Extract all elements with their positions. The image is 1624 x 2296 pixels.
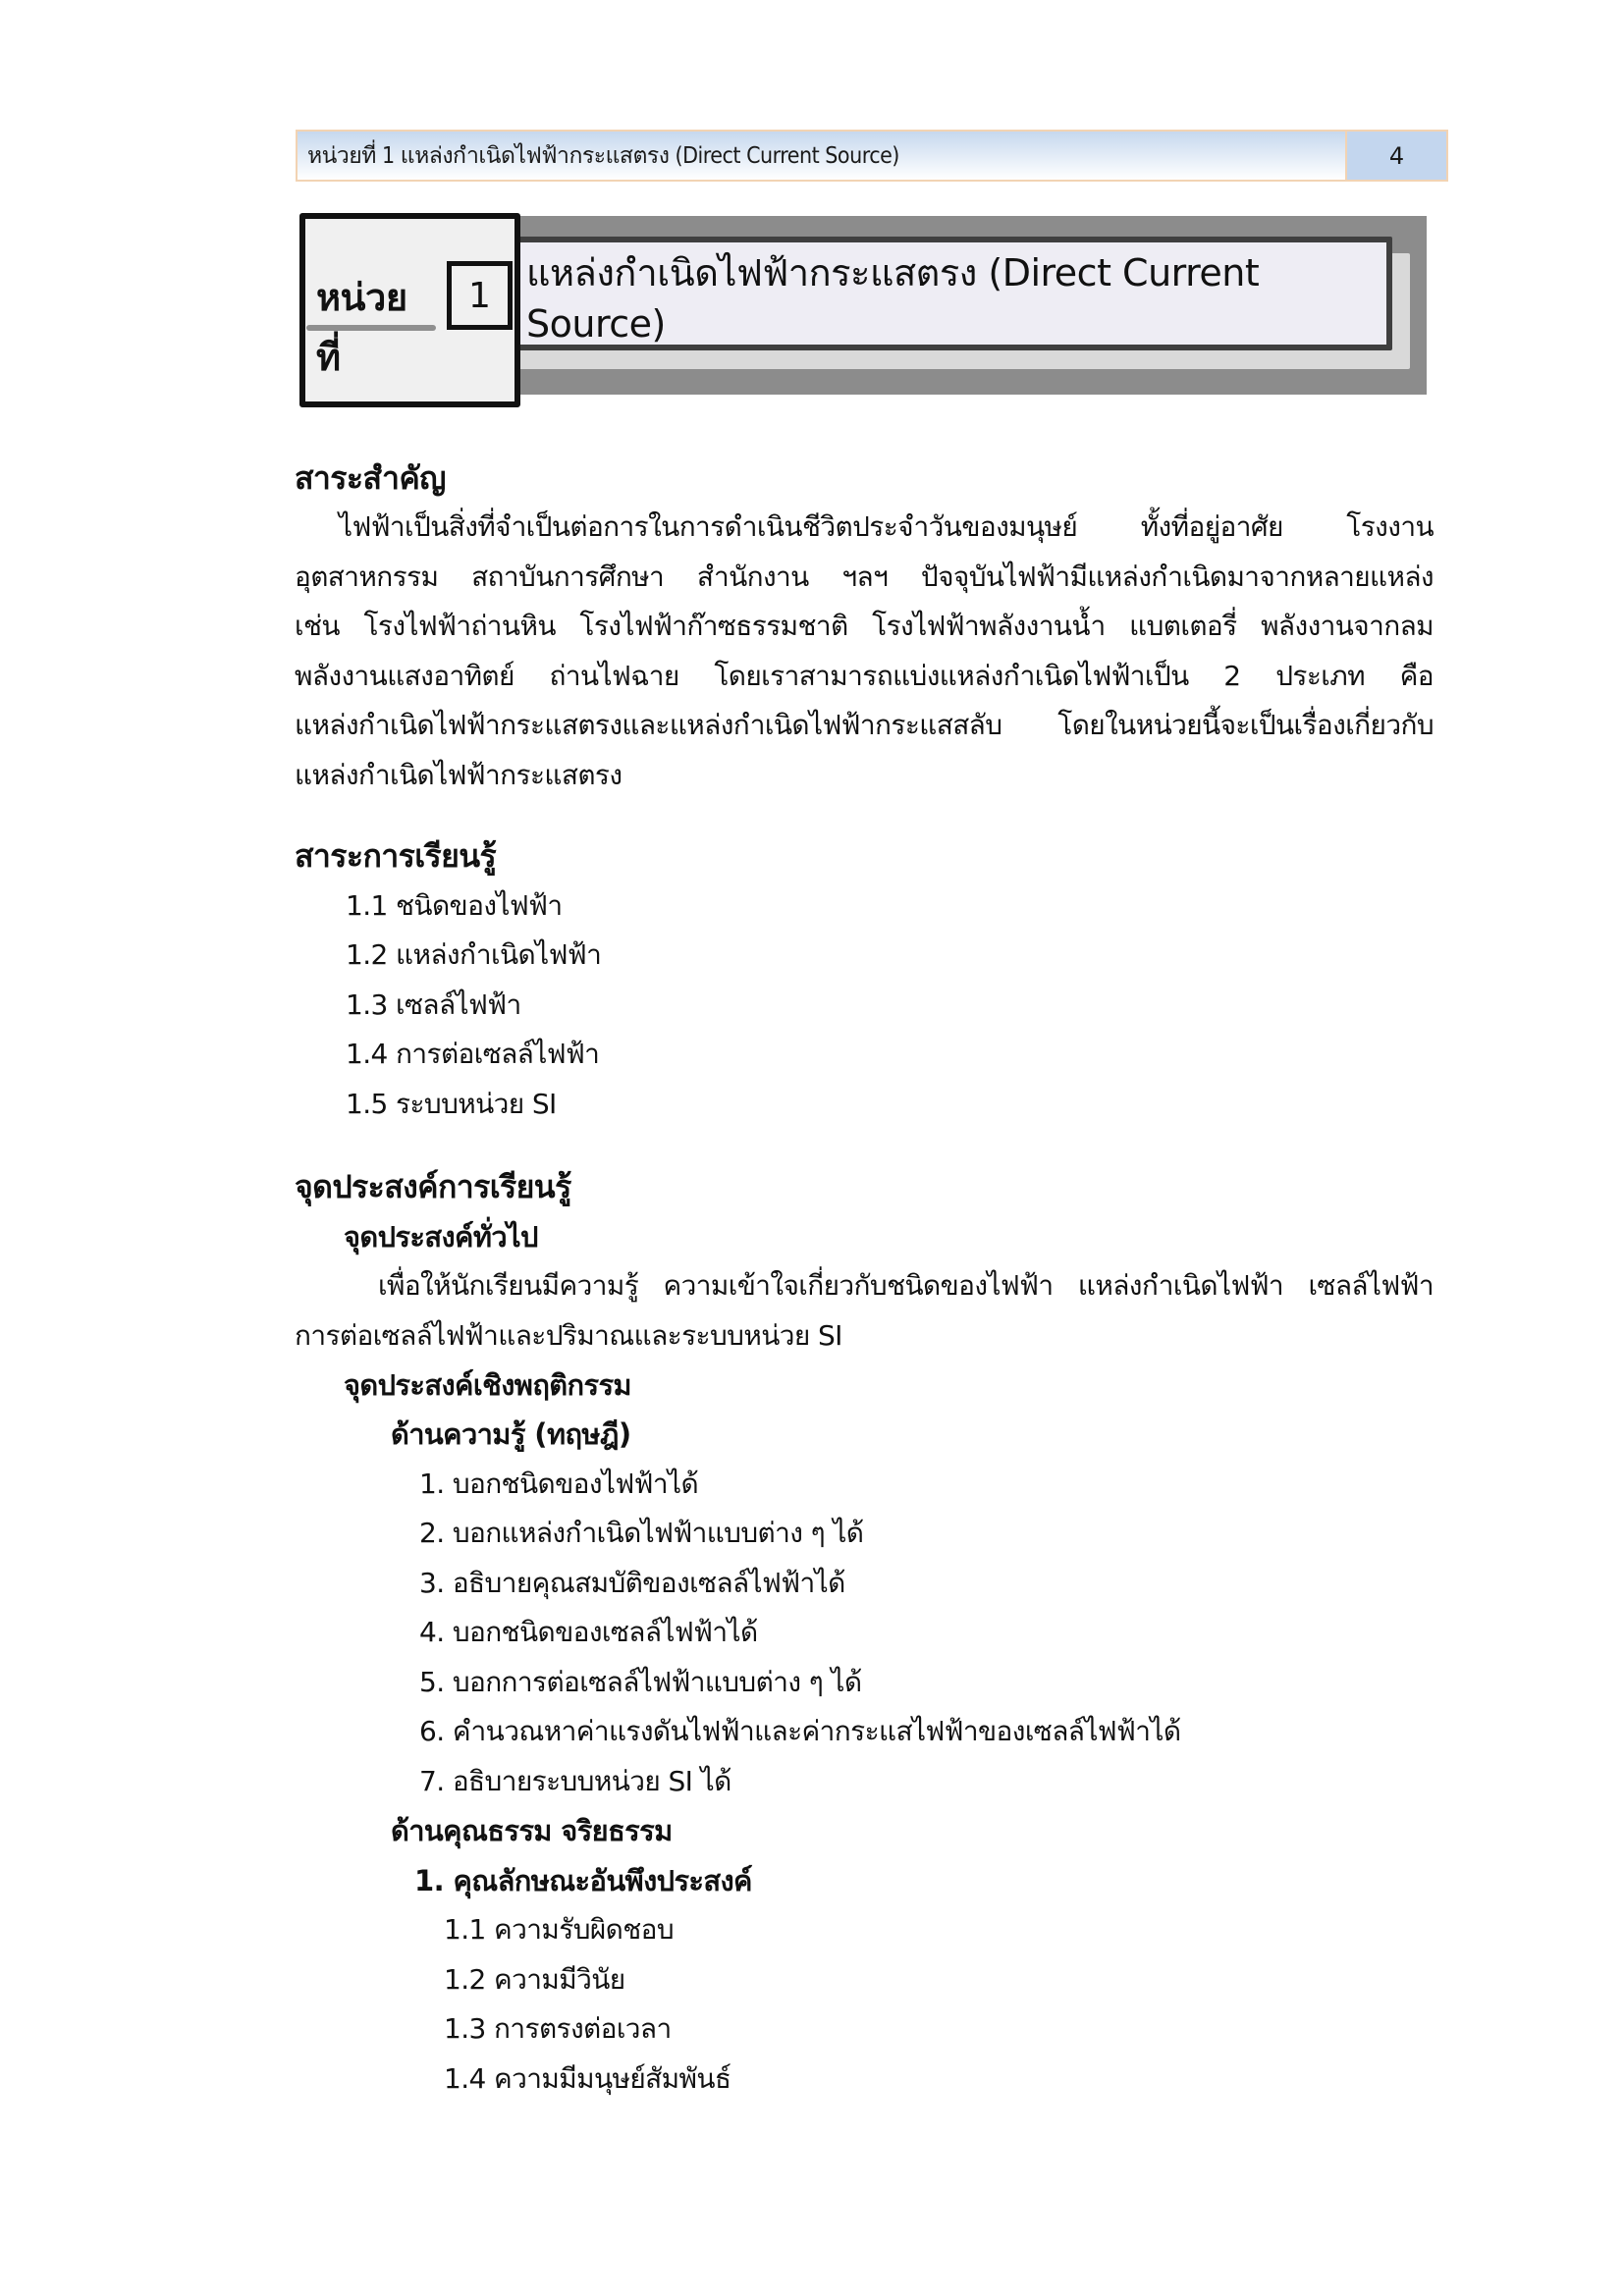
behavioral-objective-heading: จุดประสงค์เชิงพฤติกรรม <box>344 1368 631 1402</box>
ethics-item: 1.4 ความมีมนุษย์สัมพันธ์ <box>444 2062 731 2095</box>
paragraph-line: การต่อเซลล์ไฟฟ้าและปริมาณและระบบหน่วย SI <box>295 1318 842 1352</box>
essence-paragraph <box>295 503 1434 800</box>
paragraph-line: เพื่อให้นักเรียนมีความรู้ ความเข้าใจเกี่ยวกับชนิดของไฟฟ้า แหล่งกำเนิดไฟฟ้า เซลล์ไฟฟ้า <box>378 1269 1434 1302</box>
paragraph-line: เช่น โรงไฟฟ้าถ่านหิน โรงไฟฟ้าก๊าซธรรมชาติ โรงไฟฟ้าพลังงานน้ำ แบตเตอรี่ พลังงานจากลม <box>295 610 1434 642</box>
ethics-heading: ด้านคุณธรรม จริยธรรม <box>391 1814 673 1847</box>
learning-content-item: 1.5 ระบบหน่วย SI <box>346 1088 557 1120</box>
page-number: 4 <box>1347 132 1446 180</box>
learning-content-heading: สาระการเรียนรู้ <box>295 837 497 875</box>
essence-heading: สาระสำคัญ <box>295 459 446 497</box>
unit-label: หน่วยที่ <box>316 276 407 379</box>
learning-content-item: 1.4 การต่อเซลล์ไฟฟ้า <box>346 1038 600 1070</box>
knowledge-item: 3. อธิบายคุณสมบัติของเซลล์ไฟฟ้าได้ <box>419 1567 845 1599</box>
general-objective-heading: จุดประสงค์ทั่วไป <box>344 1220 538 1254</box>
chapter-title: แหล่งกำเนิดไฟฟ้ากระแสตรง (Direct Current Source) <box>526 250 1260 346</box>
knowledge-item: 2. บอกแหล่งกำเนิดไฟฟ้าแบบต่าง ๆ ได้ <box>419 1517 864 1549</box>
knowledge-heading: ด้านความรู้ (ทฤษฎี) <box>391 1417 631 1451</box>
knowledge-item: 5. บอกการต่อเซลล์ไฟฟ้าแบบต่าง ๆ ได้ <box>419 1666 862 1698</box>
learning-content-item: 1.2 แหล่งกำเนิดไฟฟ้า <box>346 938 602 971</box>
knowledge-item: 6. คำนวณหาค่าแรงดันไฟฟ้าและค่ากระแสไฟฟ้าของเซลล์ไฟฟ้าได้ <box>419 1715 1181 1747</box>
paragraph-line: ไฟฟ้าเป็นสิ่งที่จำเป็นต่อการในการดำเนินชีวิตประจำวันของมนุษย์ ทั้งที่อยู่อาศัย โรงงาน <box>339 510 1434 543</box>
knowledge-item: 4. บอกชนิดของเซลล์ไฟฟ้าได้ <box>419 1616 758 1648</box>
general-objective-paragraph <box>295 1261 1434 1361</box>
learning-content-item: 1.1 ชนิดของไฟฟ้า <box>346 889 563 922</box>
learning-content-item: 1.3 เซลล์ไฟฟ้า <box>346 988 521 1021</box>
objectives-heading: จุดประสงค์การเรียนรู้ <box>295 1168 571 1205</box>
ethics-item: 1.2 ความมีวินัย <box>444 1963 625 1996</box>
ethics-item: 1.1 ความรับผิดชอบ <box>444 1913 675 1946</box>
paragraph-line: แหล่งกำเนิดไฟฟ้ากระแสตรงและแหล่งกำเนิดไฟฟ้ากระแสสลับ โดยในหน่วยนี้จะเป็นเรื่องเกี่ยวกับ <box>295 709 1434 741</box>
knowledge-item: 1. บอกชนิดของไฟฟ้าได้ <box>419 1468 699 1500</box>
unit-underline <box>306 325 436 331</box>
knowledge-item: 7. อธิบายระบบหน่วย SI ได้ <box>419 1765 731 1797</box>
header-title: หน่วยที่ 1 แหล่งกำเนิดไฟฟ้ากระแสตรง (Direct Current Source) <box>298 132 1347 180</box>
chapter-title-box <box>477 237 1392 350</box>
ethics-item: 1.3 การตรงต่อเวลา <box>444 2012 672 2045</box>
paragraph-line: อุตสาหกรรม สถาบันการศึกษา สำนักงาน ฯลฯ ปัจจุบันไฟฟ้ามีแหล่งกำเนิดมาจากหลายแหล่ง <box>295 560 1434 593</box>
unit-number: 1 <box>447 261 513 330</box>
paragraph-line: แหล่งกำเนิดไฟฟ้ากระแสตรง <box>295 758 623 791</box>
ethics-subheading: 1. คุณลักษณะอันพึงประสงค์ <box>414 1864 752 1897</box>
running-header <box>296 130 1448 182</box>
paragraph-line: พลังงานแสงอาทิตย์ ถ่านไฟฉาย โดยเราสามารถแบ่งแหล่งกำเนิดไฟฟ้าเป็น 2 ประเภท คือ <box>295 659 1434 692</box>
